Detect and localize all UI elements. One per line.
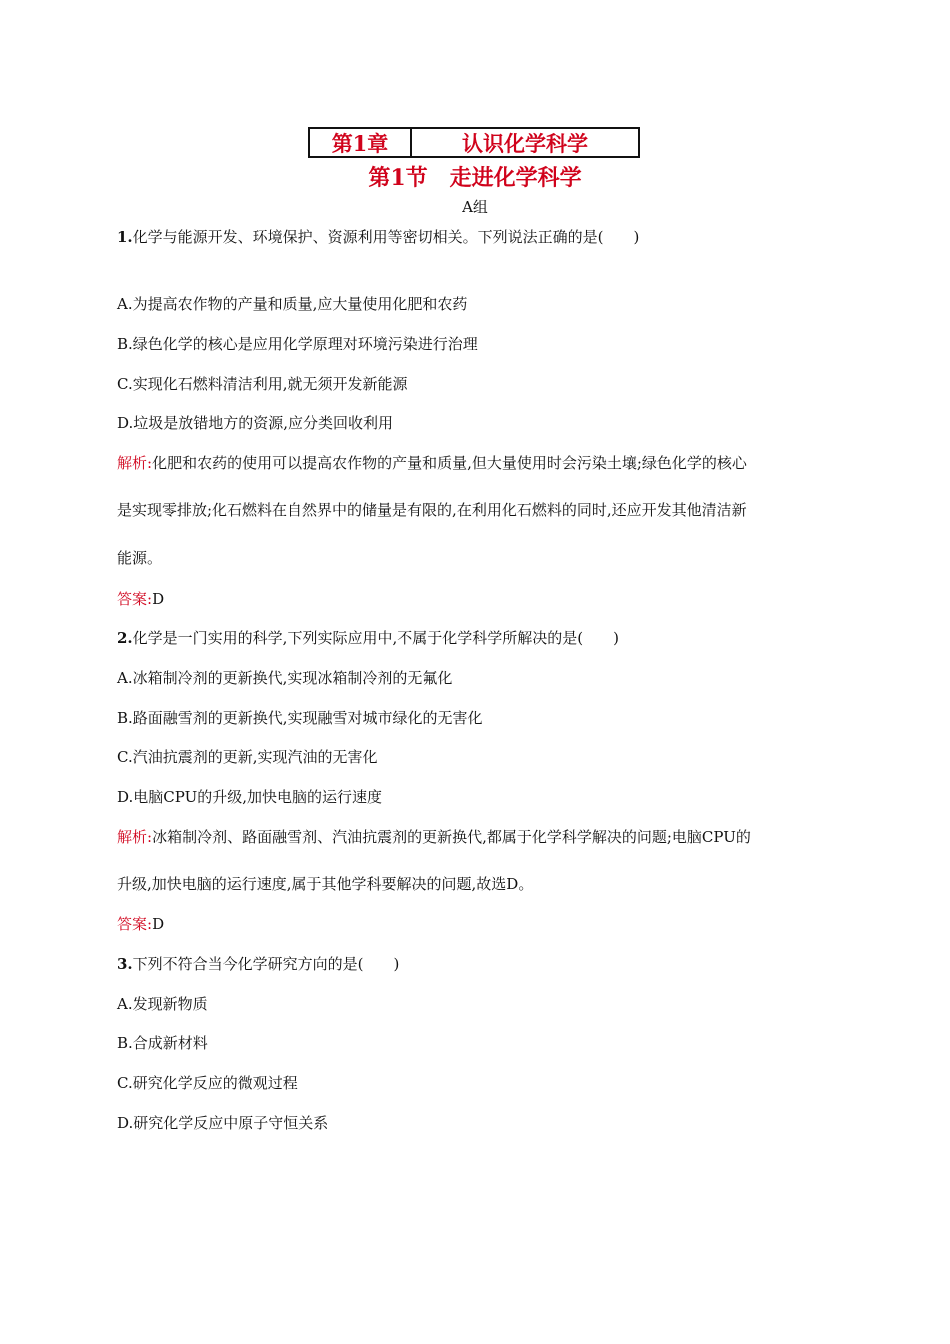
question-text: 下列不符合当今化学研究方向的是( ) <box>132 955 400 973</box>
chapter-number: 第1章 <box>310 129 412 156</box>
chapter-header-box <box>308 127 640 158</box>
analysis-label: 解析: <box>117 828 153 846</box>
answer-label: 答案: <box>117 915 153 933</box>
question-3-option-a: A.发现新物质 <box>117 995 208 1013</box>
question-number: 3. <box>117 955 133 973</box>
question-2-stem <box>117 627 619 648</box>
question-2-analysis-line-1 <box>117 826 751 847</box>
question-3-option-b: B.合成新材料 <box>117 1034 208 1052</box>
question-2-option-c: C.汽油抗震剂的更新,实现汽油的无害化 <box>117 748 378 766</box>
question-text: 化学与能源开发、环境保护、资源利用等密切相关。下列说法正确的是( ) <box>132 228 640 246</box>
answer-value: D <box>152 915 165 933</box>
analysis-text: 冰箱制冷剂、路面融雪剂、汽油抗震剂的更新换代,都属于化学科学解决的问题;电脑CPU的 <box>152 828 751 846</box>
question-2-option-b: B.路面融雪剂的更新换代,实现融雪对城市绿化的无害化 <box>117 709 483 727</box>
question-1-answer <box>117 588 164 609</box>
section-title: 第1节 走进化学科学 <box>368 165 582 191</box>
question-1-option-d: D.垃圾是放错地方的资源,应分类回收利用 <box>117 414 394 432</box>
question-3-option-d: D.研究化学反应中原子守恒关系 <box>117 1114 329 1132</box>
answer-value: D <box>152 590 165 608</box>
question-1-analysis-line-3: 能源。 <box>117 549 163 567</box>
question-number: 1. <box>117 228 133 246</box>
question-1-option-b: B.绿色化学的核心是应用化学原理对环境污染进行治理 <box>117 335 478 353</box>
analysis-label: 解析: <box>117 454 153 472</box>
question-1-option-c: C.实现化石燃料清洁利用,就无须开发新能源 <box>117 375 408 393</box>
question-2-answer <box>117 913 164 934</box>
group-title: A组 <box>462 198 488 216</box>
question-1-option-a: A.为提高农作物的产量和质量,应大量使用化肥和农药 <box>117 295 468 313</box>
question-2-option-a: A.冰箱制冷剂的更新换代,实现冰箱制冷剂的无氟化 <box>117 669 453 687</box>
analysis-text: 化肥和农药的使用可以提高农作物的产量和质量,但大量使用时会污染土壤;绿色化学的核心 <box>152 454 747 472</box>
question-1-analysis-line-2: 是实现零排放;化石燃料在自然界中的储量是有限的,在利用化石燃料的同时,还应开发其他清洁新 <box>117 501 747 519</box>
question-2-analysis-line-2: 升级,加快电脑的运行速度,属于其他学科要解决的问题,故选D。 <box>117 875 534 893</box>
question-3-option-c: C.研究化学反应的微观过程 <box>117 1074 298 1092</box>
question-text: 化学是一门实用的科学,下列实际应用中,不属于化学科学所解决的是( ) <box>132 629 619 647</box>
chapter-title: 认识化学科学 <box>462 130 588 156</box>
question-3-stem <box>117 953 399 974</box>
question-1-stem <box>117 226 639 247</box>
answer-label: 答案: <box>117 590 153 608</box>
question-2-option-d: D.电脑CPU的升级,加快电脑的运行速度 <box>117 788 382 806</box>
question-1-analysis-line-1 <box>117 452 747 473</box>
question-number: 2. <box>117 629 133 647</box>
